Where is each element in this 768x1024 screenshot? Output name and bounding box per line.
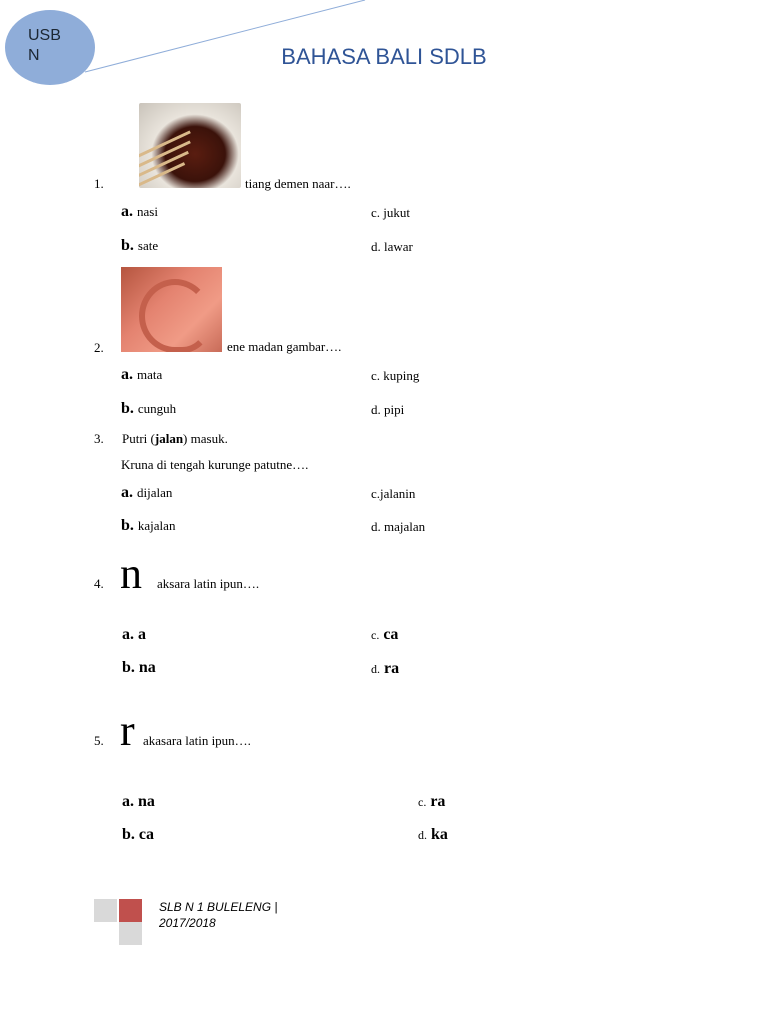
question-5-text: akasara latin ipun…. — [143, 733, 251, 748]
question-5-option-d[interactable]: d. ka — [418, 826, 448, 843]
question-4-text: aksara latin ipun…. — [157, 576, 260, 591]
question-3-option-c[interactable]: c.jalanin — [371, 486, 416, 501]
badge-text: USB N — [28, 27, 61, 64]
footer-square-gray-1 — [94, 899, 117, 922]
footer-square-red — [119, 899, 142, 922]
question-1-number: 1. — [94, 176, 104, 191]
question-1-text: tiang demen naar…. — [245, 176, 351, 191]
footer-square-gray-2 — [119, 922, 142, 945]
ear-image — [121, 267, 222, 352]
question-2-option-c[interactable]: c. kuping — [371, 368, 420, 383]
question-2-option-d[interactable]: d. pipi — [371, 402, 405, 417]
question-3-option-b[interactable]: b. kajalan — [121, 517, 176, 534]
question-3-text: Putri (jalan) masuk. — [122, 431, 228, 446]
question-5-option-a[interactable]: a. na — [122, 793, 155, 810]
footer-line-2: 2017/2018 — [159, 916, 216, 930]
question-5-option-c[interactable]: c. ra — [418, 793, 446, 810]
question-3-number: 3. — [94, 431, 104, 446]
question-3-option-a[interactable]: a. dijalan — [121, 484, 173, 501]
question-4-number: 4. — [94, 576, 104, 591]
question-2-option-b[interactable]: b. cunguh — [121, 400, 177, 417]
question-4-option-b[interactable]: b. na — [122, 659, 156, 676]
question-4-option-a[interactable]: a. a — [122, 626, 146, 643]
question-5-number: 5. — [94, 733, 104, 748]
question-3-option-d[interactable]: d. majalan — [371, 519, 426, 534]
question-4-aksara-glyph: n — [120, 549, 142, 598]
question-4-option-c[interactable]: c. ca — [371, 626, 399, 643]
footer-line-1: SLB N 1 BULELENG | — [159, 900, 278, 914]
question-1-option-a[interactable]: a. nasi — [121, 203, 158, 220]
question-1-option-d[interactable]: d. lawar — [371, 239, 413, 254]
question-5-aksara-glyph: r — [120, 706, 135, 755]
question-2-number: 2. — [94, 340, 104, 355]
question-4-option-d[interactable]: d. ra — [371, 660, 400, 677]
question-5-option-b[interactable]: b. ca — [122, 826, 154, 843]
usb-badge — [5, 10, 95, 85]
question-1-option-b[interactable]: b. sate — [121, 237, 159, 254]
sate-image — [139, 103, 241, 188]
question-2-text: ene madan gambar…. — [227, 339, 342, 354]
question-3-line2: Kruna di tengah kurunge patutne…. — [121, 457, 309, 472]
question-2-option-a[interactable]: a. mata — [121, 366, 163, 383]
footer-text — [159, 899, 309, 931]
page-title: BAHASA BALI SDLB — [281, 44, 487, 69]
question-1-option-c[interactable]: c. jukut — [371, 205, 410, 220]
